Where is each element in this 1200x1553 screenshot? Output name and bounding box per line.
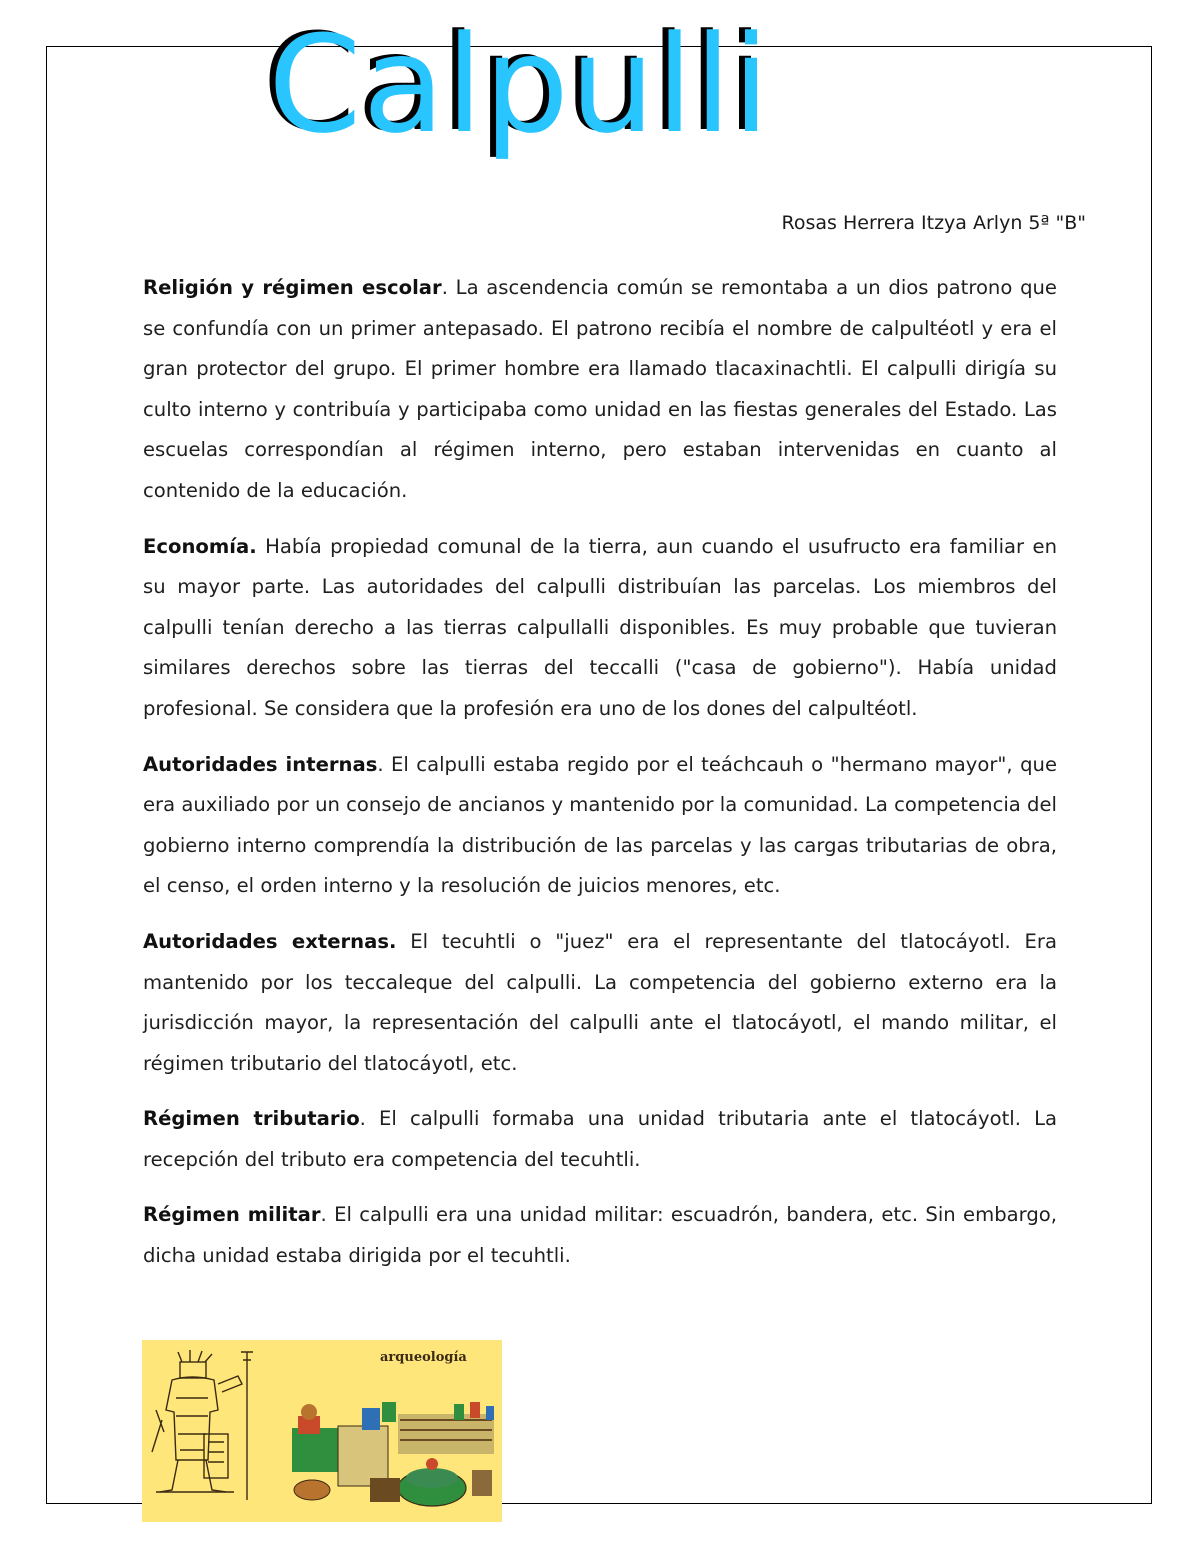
section-heading: Autoridades externas. xyxy=(143,929,397,953)
document-body xyxy=(143,268,1057,1292)
codex-drawing xyxy=(142,1340,502,1522)
section-text: . El calpulli formaba una unidad tributaria ante el tlatocáyotl. La recepción del tributo era competencia del tecuhtli. xyxy=(143,1107,1057,1171)
section-religion xyxy=(143,268,1057,512)
section-text: Había propiedad comunal de la tierra, aun cuando el usufructo era familiar en su mayor parte. Las autoridades del calpulli distribuían las parcelas. Los miembros del calpulli tenían derecho a las tierras calpullalli disponibles. Es muy probable que tuvieran similares derechos sobre las tierras del teccalli ("casa de gobierno"). Había unidad profesional. Se considera que la profesión era uno de los dones del calpultéotl. xyxy=(143,534,1057,720)
section-text: . La ascendencia común se remontaba a un dios patrono que se confundía con un primer antepasado. El patrono recibía el nombre de calpultéotl y era el gran protector del grupo. El primer hombre era llamado tlacaxinachtli. El calpulli dirigía su culto interno y contribuía y participaba como unidad en las fiestas generales del Estado. Las escuelas correspondían al régimen interno, pero estaban intervenidas en cuanto al contenido de la educación. xyxy=(143,276,1057,502)
author-line: Rosas Herrera Itzya Arlyn 5ª "B" xyxy=(781,212,1086,234)
document-title: Calpulli xyxy=(268,7,771,163)
section-heading: Régimen militar xyxy=(143,1203,321,1227)
section-text: . El calpulli era una unidad militar: escuadrón, bandera, etc. Sin embargo, dicha unidad estaba dirigida por el tecuhtli. xyxy=(143,1203,1057,1268)
section-heading: Economía. xyxy=(143,534,257,558)
section-heading: Autoridades internas xyxy=(143,752,378,776)
section-autoridades-externas xyxy=(143,922,1057,1084)
section-economia xyxy=(143,527,1057,730)
section-heading: Religión y régimen escolar xyxy=(143,276,442,299)
aztec-illustration xyxy=(142,1340,502,1522)
arqueologia-logo: arqueología xyxy=(380,1350,467,1365)
section-heading: Régimen tributario xyxy=(143,1107,360,1131)
section-text: El tecuhtli o "juez" era el representante del tlatocáyotl. Era mantenido por los teccaleque del calpulli. La competencia del gobierno externo era la jurisdicción mayor, la representación del calpulli ante el tlatocáyotl, el mando militar, el régimen tributario del tlatocáyotl, etc. xyxy=(143,929,1057,1075)
section-regimen-militar xyxy=(143,1195,1057,1276)
section-regimen-tributario xyxy=(143,1099,1057,1180)
section-autoridades-internas xyxy=(143,745,1057,907)
section-text: . El calpulli estaba regido por el teáchcauh o "hermano mayor", que era auxiliado por un consejo de ancianos y mantenido por la comunidad. La competencia del gobierno interno comprendía la distribución de las parcelas y las cargas tributarias de obra, el censo, el orden interno y la resolución de juicios menores, etc. xyxy=(143,752,1057,898)
